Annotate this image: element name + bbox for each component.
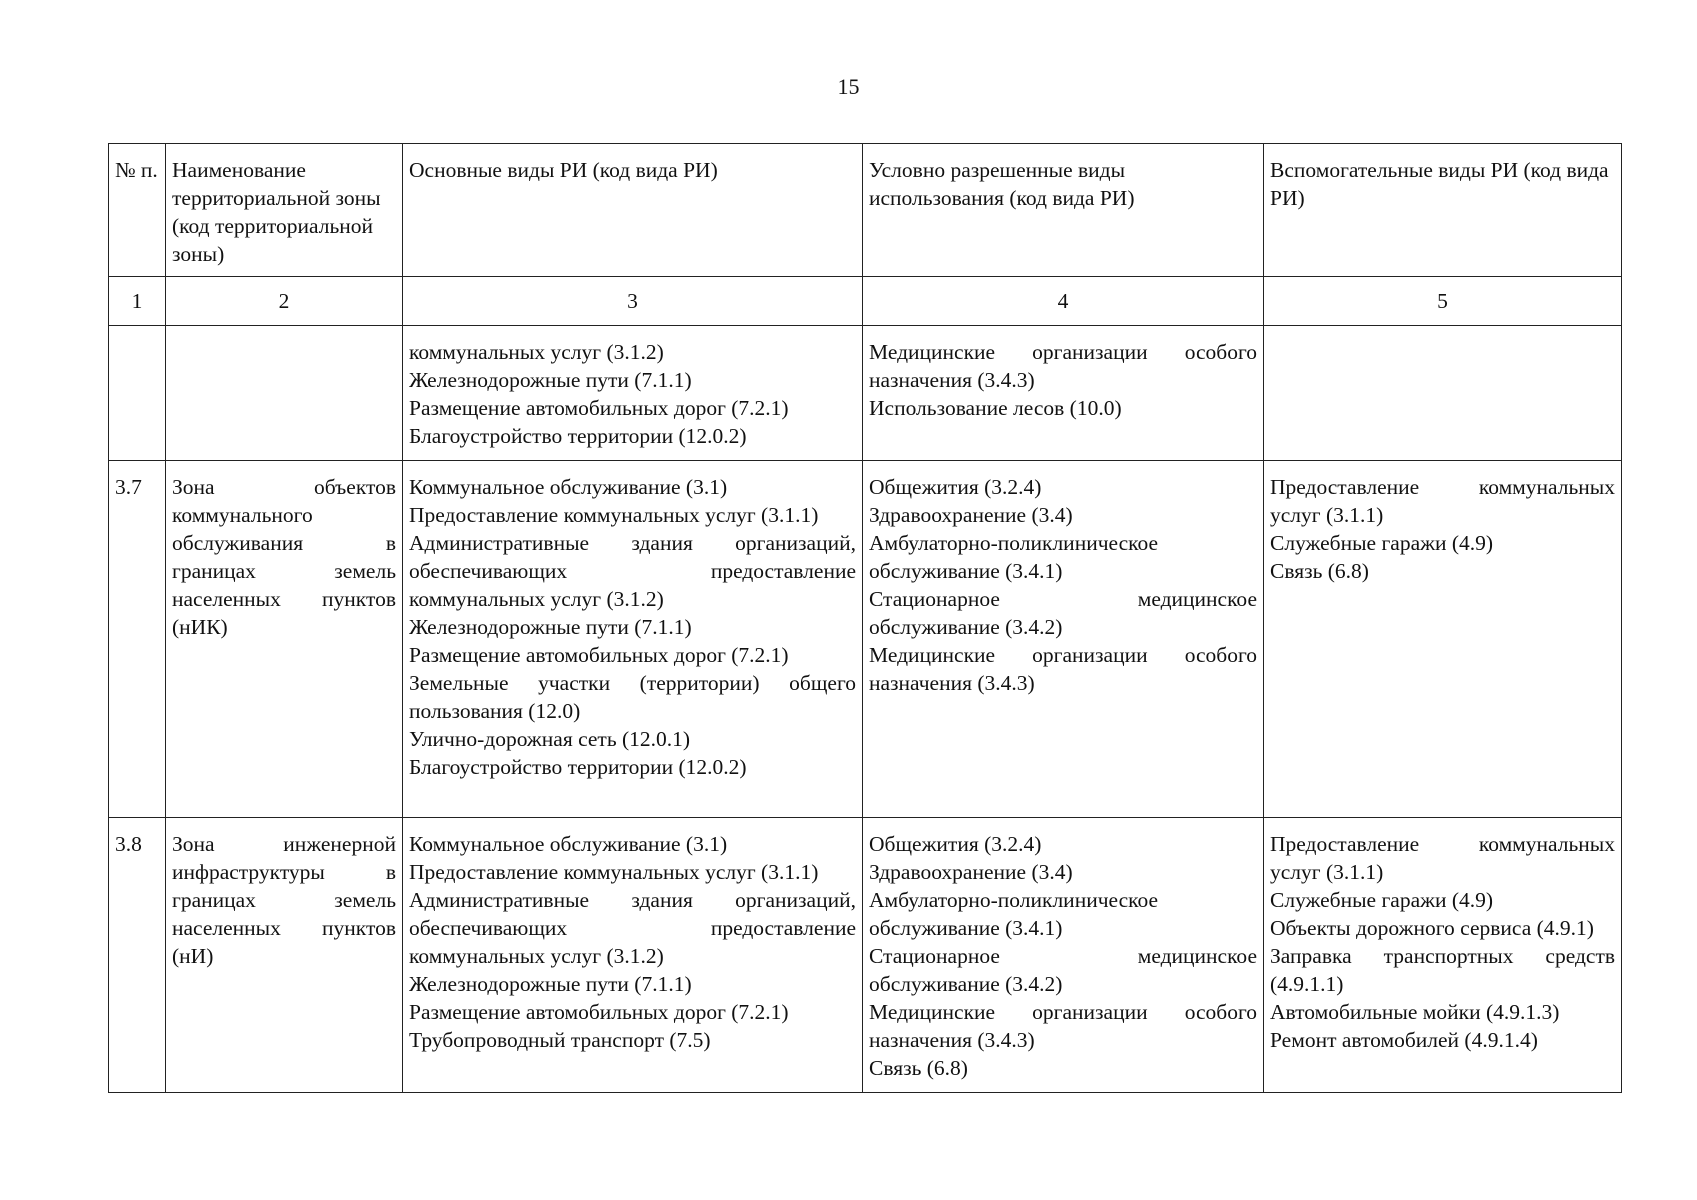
column-number: 1 (109, 277, 166, 326)
cell-entry: Медицинские организации особого назначения (3.4.3) (869, 643, 1257, 695)
cell-entry: Размещение автомобильных дорог (7.2.1) (409, 643, 789, 667)
cell-entry: коммунальных услуг (3.1.2) (409, 340, 664, 364)
cell-entry: Улично-дорожная сеть (12.0.1) (409, 727, 691, 751)
cell-entry: Административные здания организаций, обеспечивающих предоставление коммунальных услуг (3.1.2) (409, 888, 856, 968)
cell-entry: Общежития (3.2.4) (869, 832, 1042, 856)
table-row (109, 818, 1622, 1093)
cell-entry: Предоставление коммунальных услуг (3.1.1) (1270, 475, 1615, 527)
cell-entry: Коммунальное обслуживание (3.1) (409, 475, 728, 499)
conditional-uses-cell (863, 461, 1264, 818)
cell-entry: Медицинские организации особого назначения (3.4.3) (869, 340, 1257, 392)
auxiliary-uses-cell (1264, 326, 1622, 461)
row-index (109, 326, 166, 461)
cell-entry: Стационарное медицинское обслуживание (3.4.2) (869, 587, 1257, 639)
cell-entry: Ремонт автомобилей (4.9.1.4) (1270, 1028, 1538, 1052)
column-number: 5 (1264, 277, 1622, 326)
column-number: 3 (403, 277, 863, 326)
zones-table (108, 143, 1622, 1093)
cell-entry: Стационарное медицинское обслуживание (3.4.2) (869, 944, 1257, 996)
cell-entry: Административные здания организаций, обеспечивающих предоставление коммунальных услуг (3.1.2) (409, 531, 856, 611)
auxiliary-uses-cell (1264, 818, 1622, 1093)
header-zone-name: Наименование территориальной зоны (код территориальной зоны) (166, 144, 403, 277)
cell-entry: Объекты дорожного сервиса (4.9.1) (1270, 916, 1594, 940)
cell-entry: Железнодорожные пути (7.1.1) (409, 972, 692, 996)
row-index: 3.8 (109, 818, 166, 1093)
column-number-row (109, 277, 1622, 326)
header-index: № п. (109, 144, 166, 277)
cell-entry: Трубопроводный транспорт (7.5) (409, 1028, 711, 1052)
cell-entry: Предоставление коммунальных услуг (3.1.1) (1270, 832, 1615, 884)
cell-entry: Размещение автомобильных дорог (7.2.1) (409, 1000, 789, 1024)
conditional-uses-cell (863, 326, 1264, 461)
cell-entry: Размещение автомобильных дорог (7.2.1) (409, 396, 789, 420)
main-uses-cell (403, 461, 863, 818)
table-header-row (109, 144, 1622, 277)
cell-entry: Здравоохранение (3.4) (869, 503, 1073, 527)
cell-entry: Земельные участки (территории) общего пользования (12.0) (409, 671, 856, 723)
cell-entry: Предоставление коммунальных услуг (3.1.1) (409, 503, 819, 527)
cell-entry: Связь (6.8) (1270, 559, 1369, 583)
cell-entry: Предоставление коммунальных услуг (3.1.1) (409, 860, 819, 884)
zone-name-cell (166, 326, 403, 461)
table-row (109, 326, 1622, 461)
cell-entry: Общежития (3.2.4) (869, 475, 1042, 499)
zone-name-cell (166, 461, 403, 818)
cell-entry: Благоустройство территории (12.0.2) (409, 424, 747, 448)
cell-entry: Автомобильные мойки (4.9.1.3) (1270, 1000, 1560, 1024)
zone-name-cell (166, 818, 403, 1093)
cell-entry: Служебные гаражи (4.9) (1270, 888, 1494, 912)
page-number: 15 (837, 74, 860, 99)
cell-entry: Зона инженерной инфраструктуры в границах земель населенных пунктов (нИ) (172, 832, 396, 968)
header-auxiliary-uses: Вспомогательные виды РИ (код вида РИ) (1264, 144, 1622, 277)
cell-entry: Медицинские организации особого назначения (3.4.3) (869, 1000, 1257, 1052)
cell-entry: Благоустройство территории (12.0.2) (409, 755, 747, 779)
cell-entry: Железнодорожные пути (7.1.1) (409, 615, 692, 639)
cell-entry: Зона объектов коммунального обслуживания в границах земель населенных пунктов (нИК) (172, 475, 396, 639)
auxiliary-uses-cell (1264, 461, 1622, 818)
column-number: 2 (166, 277, 403, 326)
cell-entry: Здравоохранение (3.4) (869, 860, 1073, 884)
main-uses-cell (403, 326, 863, 461)
cell-entry: Амбулаторно-поликлиническое обслуживание (3.4.1) (869, 888, 1159, 940)
cell-entry: Заправка транспортных средств (4.9.1.1) (1270, 944, 1615, 996)
cell-entry: Использование лесов (10.0) (869, 396, 1122, 420)
cell-entry: Коммунальное обслуживание (3.1) (409, 832, 728, 856)
main-uses-cell (403, 818, 863, 1093)
cell-entry: Амбулаторно-поликлиническое обслуживание (3.4.1) (869, 531, 1159, 583)
row-index: 3.7 (109, 461, 166, 818)
cell-entry: Служебные гаражи (4.9) (1270, 531, 1494, 555)
column-number: 4 (863, 277, 1264, 326)
cell-entry: Связь (6.8) (869, 1056, 968, 1080)
conditional-uses-cell (863, 818, 1264, 1093)
cell-entry: Железнодорожные пути (7.1.1) (409, 368, 692, 392)
header-conditional-uses: Условно разрешенные виды использования (код вида РИ) (863, 144, 1264, 277)
table-row (109, 461, 1622, 818)
header-main-uses: Основные виды РИ (код вида РИ) (403, 144, 863, 277)
